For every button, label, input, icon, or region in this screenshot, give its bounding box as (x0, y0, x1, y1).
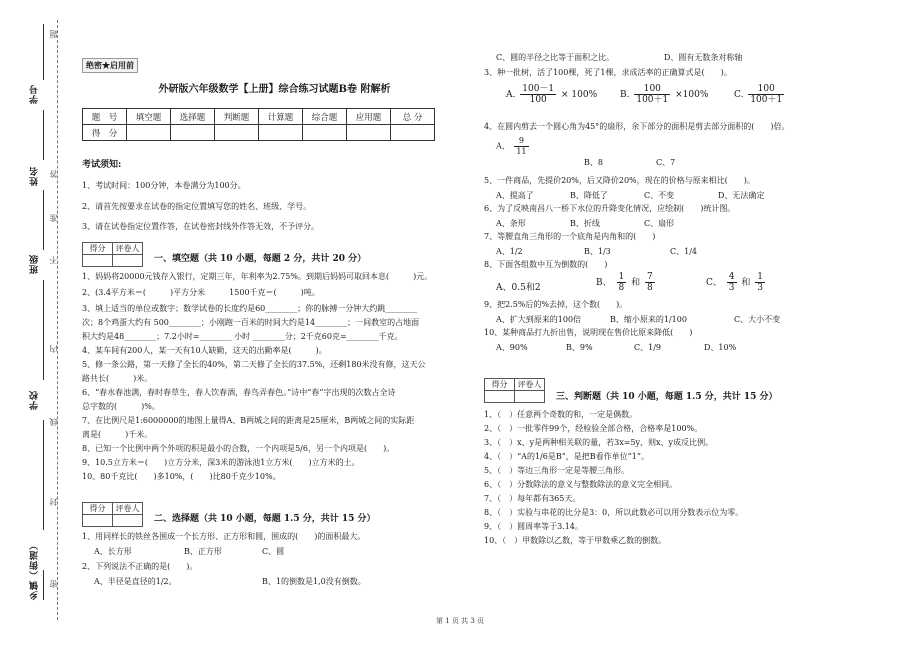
question-line: 8、下面各组数中互为倒数的( ) (484, 260, 608, 269)
question-line: 1、妈妈将20000元钱存入银行，定期三年，年利率为2.75%。到期后妈妈可取回本息( )元。 (82, 272, 433, 281)
question-line: 路共长( )米。 (82, 374, 153, 383)
option-tail: × 100% (561, 90, 598, 100)
fraction-numerator: 7 (647, 272, 653, 282)
judge-item: 3、（ ）x、y是两种相关联的量，若3x=5y，则x、y成反比例。 (484, 438, 714, 447)
fraction (755, 272, 765, 293)
seal-dashed-line (57, 20, 58, 620)
option[interactable]: A、0.5和2 (496, 283, 541, 293)
section3-heading: 三、判断题（共 10 小题，每题 1.5 分，共计 15 分） (556, 392, 778, 402)
fraction (617, 272, 627, 293)
class-label: 班级 (30, 254, 40, 274)
question-line: 4、在圆内剪去一个圆心角为45°的扇形，余下部分的面积是剪去部分面积的( )倍。 (484, 122, 790, 131)
fill-line[interactable] (43, 570, 44, 600)
score-table-score-row (83, 125, 435, 141)
scorebox-label: 评卷人 (113, 243, 143, 255)
scorebox-cell[interactable] (485, 391, 515, 403)
fill-line[interactable] (43, 280, 44, 380)
option[interactable]: C、7 (656, 158, 676, 167)
option[interactable]: C、1/9 (634, 343, 661, 352)
fill-line[interactable] (43, 190, 44, 250)
option-label: B. (620, 90, 630, 100)
option-label: C. (734, 90, 744, 100)
option-and: 和 (631, 278, 641, 288)
score-cell[interactable] (127, 125, 171, 141)
score-header-cell: 计算题 (259, 109, 303, 125)
option[interactable]: B、8 (584, 158, 603, 167)
judge-item: 8、（ ）实验与串花的比分是3：0，所以此数必可以用分数表示位为零。 (484, 508, 744, 517)
score-table (82, 108, 435, 141)
fraction (514, 136, 528, 157)
option[interactable]: A、长方形 (94, 547, 132, 556)
exam-title: 外研版六年级数学【上册】综合练习试题B卷 附解析 (158, 84, 391, 95)
option-label: A. (506, 90, 516, 100)
question-line: 7、在比例尺是1:6000000的地图上量得A、B两城之间的距离是25厘米，B两城之间的实际距 (82, 416, 415, 425)
question-line: 10、某种商品打九折出售，说明现在售价比原来降低( ) (484, 328, 693, 337)
option[interactable]: A、条形 (496, 219, 526, 228)
notes-title: 考试须知: (82, 160, 122, 170)
option[interactable]: A、90% (496, 343, 528, 352)
question-line: 10、80千克比( )多10%，( )比80千克少10%。 (82, 472, 281, 481)
judge-item: 5、（ ）等边三角形一定是等腰三角形。 (484, 466, 630, 475)
option[interactable]: B、缩小原来的1/100 (610, 315, 687, 324)
student-id-label: 学号 (30, 84, 40, 104)
judge-item: 6、（ ）分数除法的意义与整数除法的意义完全相同。 (484, 480, 678, 489)
score-header-cell: 题 号 (83, 109, 127, 125)
fill-line[interactable] (43, 110, 44, 160)
fraction-denominator: 100＋1 (636, 95, 669, 105)
scorebox-label: 得分 (485, 379, 515, 391)
seal-char: 题 (49, 30, 58, 38)
name-label: 姓名 (30, 166, 40, 186)
option[interactable]: D、10% (704, 343, 737, 352)
question-line: 1、用同样长的铁丝各围成一个长方形、正方形和圆，围成的( )的面积最大。 (82, 532, 366, 541)
scorebox-cell[interactable] (113, 255, 143, 267)
section1-heading: 一、填空题（共 10 小题，每题 2 分，共计 20 分） (154, 254, 367, 264)
note-item: 2、请首先按要求在试卷的指定位置填写您的姓名、班级、学号。 (82, 202, 312, 211)
option[interactable]: B、1的倒数是1,0没有倒数。 (262, 577, 366, 586)
fraction (748, 84, 784, 105)
option[interactable]: B、正方形 (184, 547, 222, 556)
judge-item: 1、（ ）任意两个奇数的和，一定是偶数。 (484, 410, 638, 419)
seal-char: 密 (49, 580, 58, 588)
scorebox-cell[interactable] (113, 515, 143, 527)
option-label: B、 (596, 278, 612, 288)
secret-label: 绝密★启用前 (82, 58, 138, 73)
question-line: 离是( )千米。 (82, 430, 153, 439)
option[interactable]: A、扩大到原来的100倍 (496, 315, 582, 324)
score-table-header-row (83, 109, 435, 125)
fraction-numerator: 1 (618, 272, 625, 282)
option[interactable]: C、圆 (262, 547, 285, 556)
question-line: 9、10.5立方米＝( )立方分米，深3米的游泳池1立方米( )立方米的土。 (82, 458, 360, 467)
scorebox-cell[interactable] (515, 391, 545, 403)
score-cell[interactable] (347, 125, 391, 141)
section2-scorebox (82, 502, 143, 527)
question-line: 9、把2.5%后的%去掉，这个数( )。 (484, 300, 628, 309)
question-line: 5、一件商品，先提价20%，后又降价20%，现在的价格与原来相比( )。 (484, 176, 755, 185)
option-a[interactable] (506, 84, 597, 105)
question-line: 6、“春水春池满，春时春草生，春人饮春酒，春鸟弄春色。”诗中“春”字出现的次数占全诗 (82, 388, 396, 397)
seal-char: 准 (49, 214, 58, 222)
option[interactable]: D、圆有无数条对称轴 (664, 53, 743, 62)
option-label: C、 (706, 278, 722, 288)
option[interactable]: C、扇形 (644, 219, 675, 228)
section1-scorebox (82, 242, 143, 267)
option-c[interactable] (734, 84, 786, 105)
fraction-numerator: 1 (757, 272, 763, 282)
seal-char: 不 (49, 256, 58, 264)
scorebox-cell[interactable] (83, 255, 113, 267)
judge-item: 9、（ ）圆周率等于3.14。 (484, 522, 583, 531)
question-line: 6、为了反映南昌八一桥下水位的升降变化情况，应绘制( )统计图。 (484, 204, 736, 213)
judge-item: 7、（ ）每年都有365天。 (484, 494, 581, 503)
question-line: 4、某车间有200人，某一天有10人缺勤，这天的出勤率是( )。 (82, 346, 327, 355)
fraction-numerator: 100 (634, 84, 670, 95)
option[interactable]: B、1/3 (584, 247, 611, 256)
option-label: A、 (496, 141, 510, 151)
scorebox-label: 得分 (83, 243, 113, 255)
question-line: 5、修一条公路，第一天修了全长的40%，第二天修了全长的37.5%，还剩180米没有修，这天公 (82, 360, 426, 369)
fraction-denominator: 100 (529, 95, 547, 105)
option[interactable]: C、大小不变 (734, 315, 781, 324)
binding-margin (0, 0, 70, 650)
question-line: 积大约是48________；7.2小时=________ 小时 ________分；2千克60克=________千克。 (82, 332, 403, 341)
option[interactable]: C、圆的半径之比等于面积之比。 (496, 53, 615, 62)
fraction-numerator: 4 (728, 272, 735, 282)
fill-line[interactable] (43, 24, 44, 80)
score-cell[interactable] (215, 125, 259, 141)
scorebox-label: 得分 (83, 503, 113, 515)
section2-heading: 二、选择题（共 10 小题，每题 1.5 分，共计 15 分） (154, 514, 376, 524)
question-line: 次；8个鸡蛋大约有 500________；小刚跑一百米的时间大约是14________；一间教室的占地面 (82, 318, 420, 327)
score-cell[interactable] (171, 125, 215, 141)
score-cell[interactable] (391, 125, 435, 141)
judge-item: 10、（ ）甲数除以乙数，等于甲数乘乙数的倒数。 (484, 536, 667, 545)
page-footer: 第 1 页 共 3 页 (435, 617, 485, 625)
fraction-denominator: 11 (516, 147, 527, 156)
option[interactable]: C、不变 (644, 191, 675, 200)
note-item: 3、请在试卷指定位置作答，在试卷密封线外作答无效，不予评分。 (82, 222, 320, 231)
fraction (645, 272, 655, 293)
score-header-cell: 综合题 (303, 109, 347, 125)
score-header-cell: 总 分 (391, 109, 435, 125)
seal-char: 封 (49, 498, 58, 506)
option-b[interactable] (596, 272, 657, 293)
town-label: 乡镇（街道） (30, 540, 40, 600)
option-and: 和 (741, 278, 751, 288)
question-line: 2、下列说法不正确的是( )。 (82, 562, 198, 571)
option[interactable]: B、折线 (570, 219, 600, 228)
fraction-numerator: 100－1 (522, 84, 555, 94)
judge-item: 4、（ ）“A的1/6是B”，是把B看作单位“1”。 (484, 452, 649, 461)
option[interactable]: B、9% (566, 343, 593, 352)
option[interactable]: A、1/2 (496, 247, 523, 256)
fraction-denominator: 3 (728, 283, 735, 293)
question-line: 总字数的( )%。 (82, 402, 160, 411)
fraction (520, 84, 556, 105)
option[interactable]: D、无法确定 (718, 191, 765, 200)
judge-item: 2、（ ）一批零件99个，经检验全部合格，合格率是100%。 (484, 424, 703, 433)
score-header-cell: 应用题 (347, 109, 391, 125)
scorebox-label: 评卷人 (113, 503, 143, 515)
question-line: 2、(3.4平方米＝( )平方分米 1500千克＝( )吨。 (82, 288, 320, 297)
score-header-cell: 判断题 (215, 109, 259, 125)
score-cell[interactable] (303, 125, 347, 141)
fraction-numerator: 100 (748, 84, 784, 95)
fraction-numerator: 9 (514, 136, 528, 147)
score-header-cell: 填空题 (127, 109, 171, 125)
scorebox-cell[interactable] (83, 515, 113, 527)
question-line: 7、等腰直角三角形的一个底角是内角和的( ) (484, 232, 656, 241)
option[interactable]: C、1/4 (670, 247, 697, 256)
option[interactable]: A、提高了 (496, 191, 534, 200)
option-a[interactable] (496, 136, 531, 157)
scorebox-label: 评卷人 (515, 379, 545, 391)
question-line: 3、种一批树，活了100棵，死了1棵，求成活率的正确算式是( )。 (484, 68, 732, 77)
score-row-label: 得 分 (83, 125, 127, 141)
fraction-denominator: 8 (647, 283, 653, 293)
fraction (634, 84, 670, 105)
fraction-denominator: 3 (757, 283, 763, 293)
school-label: 学校 (30, 390, 40, 410)
seal-char: 答 (49, 170, 58, 178)
score-cell[interactable] (259, 125, 303, 141)
fraction-denominator: 100＋1 (750, 95, 783, 105)
option-b[interactable] (620, 84, 708, 105)
option-tail: ×100% (675, 90, 709, 100)
option[interactable]: B、降低了 (570, 191, 608, 200)
question-line: 8、已知一个比例中两个外项的积是最小的合数，一个内项是5/6，另一个内项是( )。 (82, 444, 395, 453)
seal-char: 内 (49, 345, 58, 353)
score-header-cell: 选择题 (171, 109, 215, 125)
fraction (727, 272, 737, 293)
option-c[interactable] (706, 272, 767, 293)
question-line: 3、填上适当的单位或数字；数学试卷的长度约是60________；你的脉搏一分钟大约跳________ (82, 304, 418, 313)
option[interactable]: A、半径是直径的1/2。 (94, 577, 177, 586)
section3-scorebox (484, 378, 545, 403)
seal-char: 线 (49, 418, 58, 426)
fraction-denominator: 8 (618, 283, 625, 293)
note-item: 1、考试时间：100分钟，本卷满分为100分。 (82, 181, 246, 190)
fill-line[interactable] (43, 420, 44, 530)
